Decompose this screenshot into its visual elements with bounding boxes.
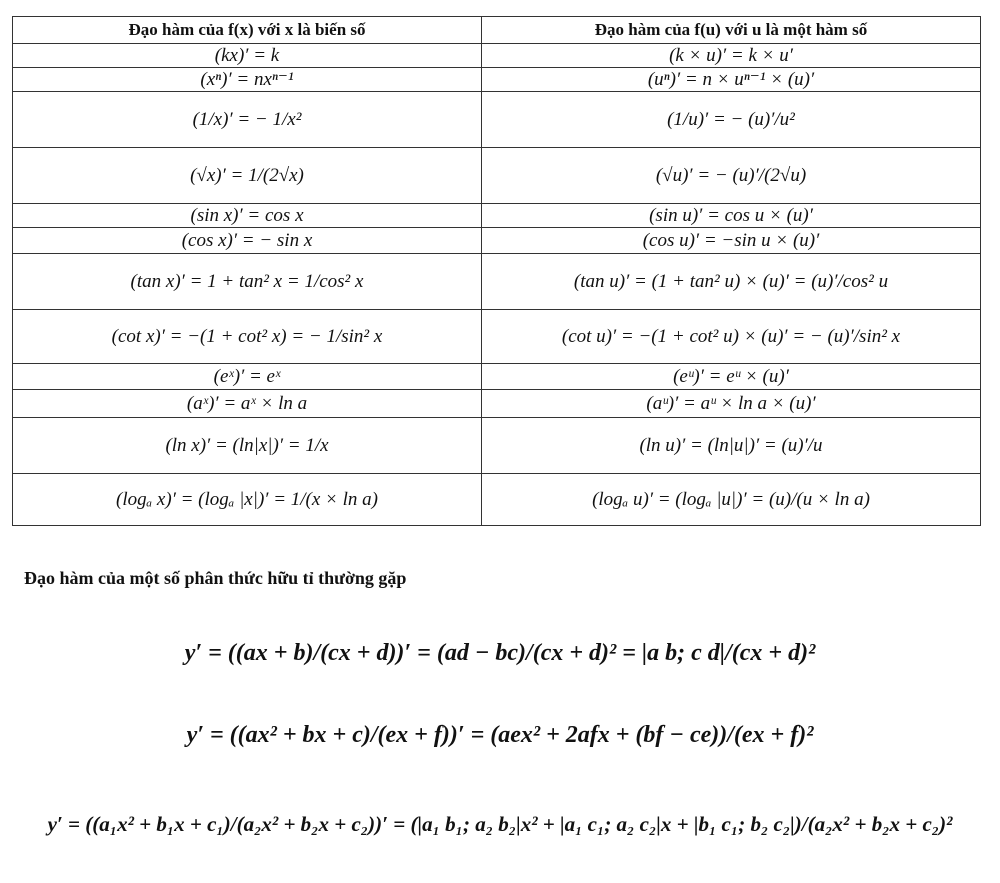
formula-cell: (tan x)′ = 1 + tan² x = 1/cos² x	[13, 254, 482, 310]
table-row	[13, 254, 981, 310]
formula-cell: (eˣ)′ = eˣ	[13, 364, 482, 390]
formula-cell: (cos u)′ = −sin u × (u)′	[482, 228, 981, 254]
formula-cell: (√x)′ = 1/(2√x)	[13, 148, 482, 204]
table-row	[13, 364, 981, 390]
formula-cell: (uⁿ)′ = n × uⁿ⁻¹ × (u)′	[482, 68, 981, 92]
formula-cell: (ln u)′ = (ln|u|)′ = (u)′/u	[482, 418, 981, 474]
formula-cell: (sin u)′ = cos u × (u)′	[482, 204, 981, 228]
rational-formula-1: y′ = ((ax + b)/(cx + d))′ = (ad − bc)/(cx + d)² = |a b; c d|/(cx + d)²	[184, 640, 816, 666]
formula-cell: (sin x)′ = cos x	[13, 204, 482, 228]
formula-cell: (cot x)′ = −(1 + cot² x) = − 1/sin² x	[13, 310, 482, 364]
formula-cell: (eᵘ)′ = eᵘ × (u)′	[482, 364, 981, 390]
table-row	[13, 204, 981, 228]
formula-cell: (ln x)′ = (ln|x|)′ = 1/x	[13, 418, 482, 474]
formula-cell: (1/u)′ = − (u)′/u²	[482, 92, 981, 148]
formula-cell: (cot u)′ = −(1 + cot² u) × (u)′ = − (u)′/sin² x	[482, 310, 981, 364]
table-row	[13, 68, 981, 92]
table-row	[13, 148, 981, 204]
table-row	[13, 92, 981, 148]
header-fu: Đạo hàm của f(u) với u là một hàm số	[482, 17, 981, 44]
rational-formula-2: y′ = ((ax² + bx + c)/(ex + f))′ = (aex² + 2afx + (bf − ce))/(ex + f)²	[186, 722, 814, 748]
rational-formula-3: y′ = ((a₁x² + b₁x + c₁)/(a₂x² + b₂x + c₂))′ = (|a₁ b₁; a₂ b₂|x² + |a₁ c₁; a₂ c₂|x + |b₁ c₁; b₂ c₂|)/(a₂x² + b₂x + c₂)²	[47, 812, 953, 836]
table-row	[13, 474, 981, 526]
formula-cell: (logₐ u)′ = (logₐ |u|)′ = (u)/(u × ln a)	[482, 474, 981, 526]
table-row	[13, 390, 981, 418]
formula-cell: (1/x)′ = − 1/x²	[13, 92, 482, 148]
formula-cell: (kx)′ = k	[13, 44, 482, 68]
table-row	[13, 228, 981, 254]
header-fx: Đạo hàm của f(x) với x là biến số	[13, 17, 482, 44]
formula-cell: (logₐ x)′ = (logₐ |x|)′ = 1/(x × ln a)	[13, 474, 482, 526]
formula-cell: (aˣ)′ = aˣ × ln a	[13, 390, 482, 418]
derivative-table	[12, 16, 981, 526]
section-title: Đạo hàm của một số phân thức hữu tỉ thường gặp	[24, 568, 407, 588]
formula-cell: (√u)′ = − (u)′/(2√u)	[482, 148, 981, 204]
table-row	[13, 418, 981, 474]
formula-cell: (k × u)′ = k × u′	[482, 44, 981, 68]
table-row	[13, 310, 981, 364]
formula-cell: (xⁿ)′ = nxⁿ⁻¹	[13, 68, 482, 92]
formula-cell: (aᵘ)′ = aᵘ × ln a × (u)′	[482, 390, 981, 418]
table-header-row	[13, 17, 981, 44]
table-row	[13, 44, 981, 68]
formula-cell: (cos x)′ = − sin x	[13, 228, 482, 254]
formula-cell: (tan u)′ = (1 + tan² u) × (u)′ = (u)′/cos² u	[482, 254, 981, 310]
